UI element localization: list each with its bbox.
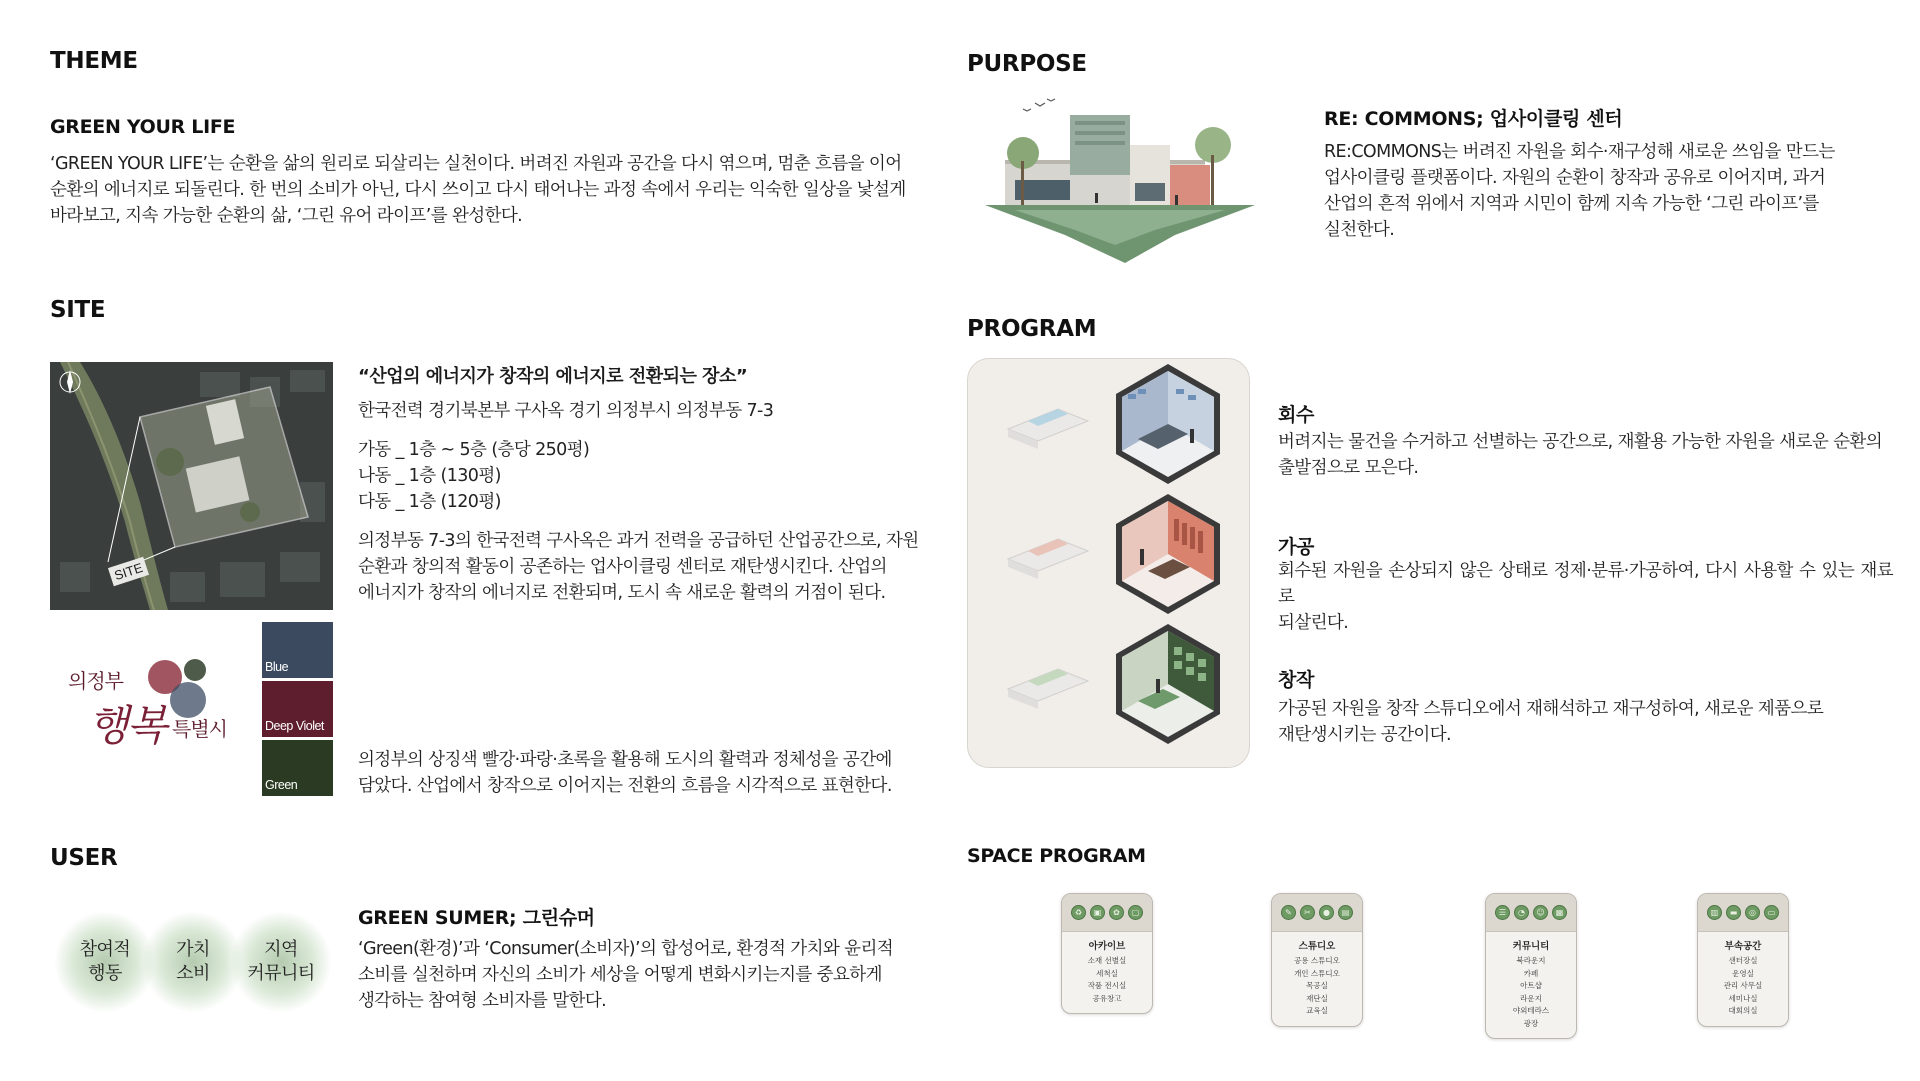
user-line: 소비를 실천하며 자신의 소비가 세상을 어떻게 변화시키는지를 중요하게 (358, 965, 882, 985)
site-desc-line: 의정부동 7-3의 한국전력 구사옥은 과거 전력을 공급하던 산업공간으로, 자원 (358, 531, 919, 551)
user-text (358, 936, 923, 1014)
purpose-text (1324, 139, 1844, 243)
card-icon-row (1486, 894, 1576, 932)
site-map-label: SITE (108, 557, 149, 586)
site-description (358, 528, 923, 606)
theme-subtitle: GREEN YOUR LIFE (50, 116, 236, 138)
site-desc-line: 순환과 창의적 활동이 공존하는 업사이클링 센터로 재탄생시킨다. 산업의 (358, 557, 887, 577)
space-card-archive (1061, 893, 1153, 1014)
site-aerial-map (50, 362, 333, 610)
program-item-text-recover (1278, 429, 1893, 481)
card-icon-row (1062, 894, 1152, 932)
card-item: 라운지 (1520, 993, 1542, 1003)
card-items (1062, 955, 1152, 1013)
site-color-text (358, 747, 923, 799)
program-line: 재탄생시키는 공간이다. (1278, 725, 1451, 745)
purpose-line: 업사이클링 플랫폼이다. 자원의 순환이 창작과 공유로 이어지며, 과거 (1324, 168, 1826, 188)
card-item: 개인 스튜디오 (1294, 968, 1340, 978)
site-floor-item: 가동 _ 1층 ~ 5층 (층당 250평) (358, 440, 590, 460)
site-floor-item: 나동 _ 1층 (130평) (358, 466, 501, 486)
purpose-line: 산업의 흔적 위에서 지역과 시민이 함께 지속 가능한 ‘그린 라이프’를 (1324, 194, 1819, 214)
card-item: 소재 선별실 (1087, 956, 1127, 965)
user-circle-line: 커뮤니티 (247, 963, 315, 984)
recycle-icon: ♻ (1071, 905, 1086, 920)
user-circle (143, 912, 243, 1012)
user-circle-line: 참여적 (79, 939, 131, 960)
color-line: 의정부의 상징색 빨강·파랑·초록을 활용해 도시의 활력과 정체성을 공간에 (358, 750, 892, 770)
program-item-text-create (1278, 696, 1893, 748)
program-item-title-process: 가공 (1278, 536, 1315, 558)
card-item: 샌터장실 (1728, 956, 1758, 965)
space-card-auxiliary (1697, 893, 1789, 1027)
card-icon-row (1698, 894, 1788, 932)
space-card-studio (1271, 893, 1363, 1027)
card-item: 대회의실 (1728, 1006, 1758, 1015)
card-item: 세미나실 (1728, 993, 1758, 1003)
folder-icon: ▭ (1764, 905, 1779, 920)
purpose-line: RE:COMMONS는 버려진 자원을 회수·재구성해 새로운 쓰임을 만드는 (1324, 142, 1835, 162)
board-icon: ▤ (1338, 905, 1353, 920)
site-floor-item: 다동 _ 1층 (120평) (358, 492, 501, 512)
user-heading: USER (50, 845, 118, 871)
space-program-heading: SPACE PROGRAM (967, 845, 1146, 867)
theme-line: ‘GREEN YOUR LIFE’는 순환을 삶의 원리로 되살리는 실천이다. 버려진 자원과 공간을 다시 엮으며, 멈춘 흐름을 이어 (50, 154, 902, 174)
program-line: 되살린다. (1278, 613, 1349, 633)
color-line: 담았다. 산업에서 창작으로 이어지는 전환의 흐름을 시각적으로 표현한다. (358, 776, 892, 796)
card-items (1486, 955, 1576, 1038)
user-circle-line: 지역 (264, 939, 298, 960)
swatch-blue: Blue (262, 622, 333, 678)
card-item: 공용 스튜디오 (1294, 956, 1340, 965)
program-illustration-panel (967, 358, 1250, 768)
logo-side-text: 특별시 (172, 717, 227, 741)
program-line: 가공된 자원을 창작 스튜디오에서 재해석하고 재구성하여, 새로운 제품으로 (1278, 699, 1824, 719)
user-line: 생각하는 참여형 소비자를 말한다. (358, 991, 607, 1011)
theme-text (50, 151, 920, 229)
card-item: 관리 사무실 (1723, 981, 1763, 990)
card-item: 교육실 (1306, 1006, 1328, 1015)
plaza-icon: ▦ (1552, 905, 1567, 920)
box-icon: ▣ (1090, 905, 1105, 920)
leaf-icon: ✿ (1109, 905, 1124, 920)
logo-main-text: 행복 (88, 701, 166, 750)
card-item: 세척실 (1096, 968, 1118, 978)
user-circle (55, 912, 155, 1012)
theme-heading: THEME (50, 48, 138, 74)
program-heading: PROGRAM (967, 316, 1097, 342)
card-item: 광장 (1523, 1018, 1539, 1028)
program-item-title-recover: 회수 (1278, 404, 1315, 426)
card-icon-row (1272, 894, 1362, 932)
purpose-heading: PURPOSE (967, 51, 1087, 77)
program-line: 버려지는 물건을 수거하고 선별하는 공간으로, 재활용 가능한 자원을 새로운 순환의 (1278, 432, 1882, 452)
user-subtitle: GREEN SUMER; 그린슈머 (358, 907, 595, 929)
card-item: 목공실 (1306, 981, 1328, 990)
logo-top-text: 의정부 (68, 669, 123, 693)
people-icon: ☺ (1533, 905, 1548, 920)
program-item-text-process (1278, 558, 1893, 636)
site-address: 한국전력 경기북본부 구사옥 경기 의정부시 의정부동 7-3 (358, 401, 774, 421)
space-card-community (1485, 893, 1577, 1039)
meeting-icon: ◎ (1745, 905, 1760, 920)
saw-icon: ✂ (1300, 905, 1315, 920)
card-item: 카페 (1523, 968, 1539, 978)
card-title: 스튜디오 (1298, 941, 1336, 952)
program-line: 회수된 자원을 손상되지 않은 상태로 정제·분류·가공하여, 다시 사용할 수 있는 재료로 (1278, 561, 1893, 607)
desk-icon: ▬ (1726, 905, 1741, 920)
site-floors (358, 437, 589, 515)
card-item: 아트샵 (1520, 981, 1542, 990)
book-icon: ☰ (1495, 905, 1510, 920)
card-item: 운영실 (1732, 968, 1754, 978)
card-item: 재단실 (1306, 993, 1328, 1003)
card-item: 작품 전시실 (1087, 981, 1127, 990)
user-circle-line: 가치 (176, 939, 210, 960)
card-item: 공유창고 (1092, 993, 1122, 1003)
card-title: 커뮤니티 (1512, 941, 1550, 952)
frame-icon: ▢ (1128, 905, 1143, 920)
palette-icon: ● (1319, 905, 1334, 920)
card-title: 아카이브 (1088, 941, 1126, 952)
card-item: 야외테라스 (1512, 1006, 1550, 1015)
card-items (1698, 955, 1788, 1026)
cup-icon: ◔ (1514, 905, 1529, 920)
user-circle (231, 912, 331, 1012)
uijeongbu-logo (60, 645, 250, 785)
purpose-building-illustration (975, 95, 1265, 265)
user-circle-line: 소비 (176, 963, 210, 984)
user-keywords (55, 912, 331, 1012)
theme-line: 순환의 에너지로 되돌린다. 한 번의 소비가 아닌, 다시 쓰이고 다시 태어나는 과정 속에서 우리는 익숙한 일상을 낯설게 (50, 180, 906, 200)
purpose-line: 실천한다. (1324, 220, 1395, 240)
program-line: 출발점으로 모은다. (1278, 458, 1419, 478)
tool-icon: ✎ (1281, 905, 1296, 920)
site-desc-line: 에너지가 창작의 에너지로 전환되며, 도시 속 새로운 활력의 거점이 된다. (358, 583, 886, 603)
purpose-subtitle: RE: COMMONS; 업사이클링 센터 (1324, 108, 1623, 130)
card-title: 부속공간 (1724, 941, 1762, 952)
program-item-title-create: 창작 (1278, 669, 1315, 691)
swatch-deep-violet: Deep Violet (262, 681, 333, 737)
user-circle-line: 행동 (88, 963, 122, 984)
theme-line: 바라보고, 지속 가능한 순환의 삶, ‘그린 유어 라이프’를 완성한다. (50, 206, 523, 226)
color-swatches (262, 622, 333, 796)
site-quote: “산업의 에너지가 창작의 에너지로 전환되는 장소” (358, 366, 748, 387)
card-items (1272, 955, 1362, 1026)
swatch-green: Green (262, 740, 333, 796)
office-icon: ▥ (1707, 905, 1722, 920)
site-heading: SITE (50, 297, 106, 323)
card-item: 북라운지 (1516, 956, 1546, 965)
user-line: ‘Green(환경)’과 ‘Consumer(소비자)’의 합성어로, 환경적 가치와 윤리적 (358, 939, 894, 959)
